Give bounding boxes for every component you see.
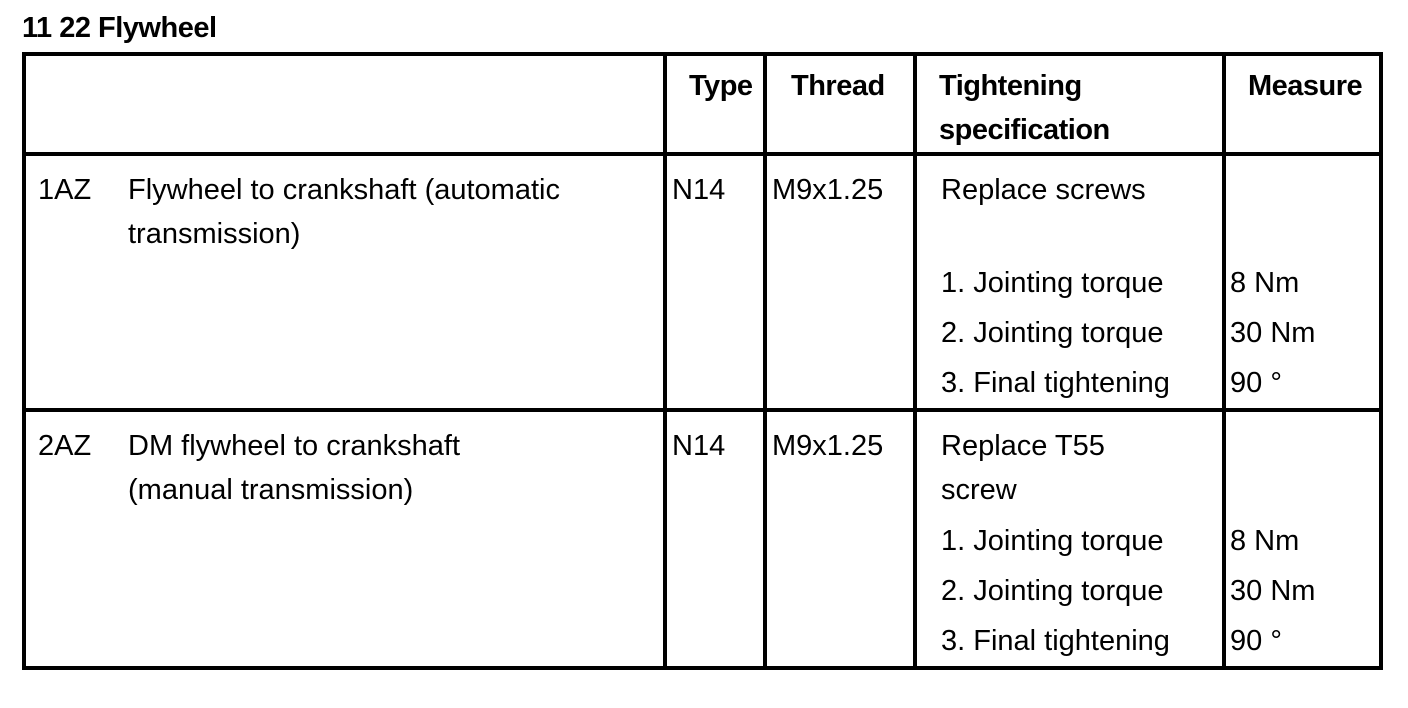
measure-value: 90 ° (1230, 625, 1282, 657)
row-thread: M9x1.25 (772, 174, 884, 206)
row-thread-cell (765, 154, 915, 410)
table-row (24, 154, 1381, 410)
row-description: Flywheel to crankshaft (automatic transmission) (128, 174, 560, 250)
row-description-cell (24, 154, 665, 410)
row-thread: M9x1.25 (772, 430, 884, 462)
step-label: 3. Final tightening (941, 367, 1170, 399)
row-type-cell (665, 154, 765, 410)
header-tightening-label: Tightening specification (939, 70, 1110, 146)
step-label: 1. Jointing torque (941, 267, 1164, 299)
header-thread (765, 54, 915, 154)
row-tightening-cell (915, 410, 1224, 668)
row-note: Replace screws (941, 174, 1146, 206)
row-measure-cell (1224, 154, 1381, 410)
step-label: 1. Jointing torque (941, 525, 1164, 557)
row-thread-cell (765, 410, 915, 668)
page-title: 11 22 Flywheel (22, 12, 217, 44)
measure-value: 8 Nm (1230, 525, 1300, 557)
header-type (665, 54, 765, 154)
header-measure (1224, 54, 1381, 154)
measure-value: 90 ° (1230, 367, 1282, 399)
measure-value: 8 Nm (1230, 267, 1300, 299)
header-description (24, 54, 665, 154)
row-type-cell (665, 410, 765, 668)
torque-spec-table (22, 52, 1383, 670)
row-type: N14 (672, 430, 726, 462)
row-tightening-cell (915, 154, 1224, 410)
row-measure-cell (1224, 410, 1381, 668)
measure-value: 30 Nm (1230, 317, 1316, 349)
step-label: 3. Final tightening (941, 625, 1170, 657)
row-id: 1AZ (38, 174, 92, 206)
row-description: DM flywheel to crankshaft (manual transmission) (128, 430, 461, 506)
row-type: N14 (672, 174, 726, 206)
measure-value: 30 Nm (1230, 575, 1316, 607)
row-note: Replace T55 screw (941, 430, 1105, 506)
header-tightening (915, 54, 1224, 154)
table-header-row (24, 54, 1381, 154)
step-label: 2. Jointing torque (941, 317, 1164, 349)
row-id: 2AZ (38, 430, 92, 462)
step-label: 2. Jointing torque (941, 575, 1164, 607)
header-measure-label: Measure (1248, 70, 1363, 102)
table-row (24, 410, 1381, 668)
row-description-cell (24, 410, 665, 668)
header-thread-label: Thread (791, 70, 885, 102)
header-type-label: Type (689, 70, 753, 102)
